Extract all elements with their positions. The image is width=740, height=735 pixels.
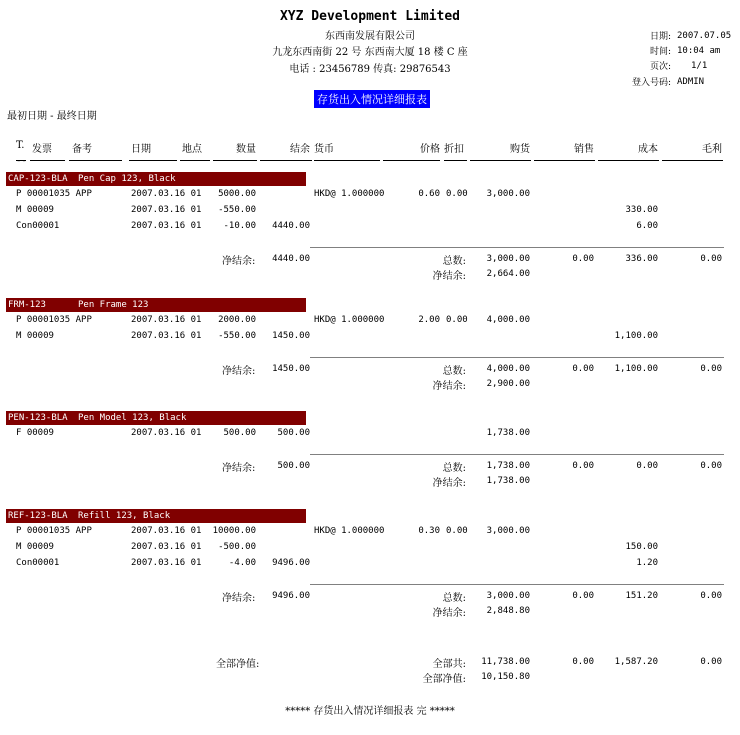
column-header: 地点 <box>182 144 202 155</box>
login-label: 登入号码: <box>632 78 672 88</box>
column-header-underline <box>383 160 440 161</box>
row-purchase: 3,000.00 <box>486 526 530 536</box>
column-header: 成本 <box>638 144 658 155</box>
row-doc-ref: M 00009 <box>16 542 54 552</box>
company-name-cn: 东西南发展有限公司 <box>325 31 415 42</box>
column-header: 货币 <box>314 144 334 155</box>
date-label: 日期: <box>650 32 672 42</box>
date-range: 最初日期 - 最终日期 <box>7 111 97 122</box>
section-divider <box>310 357 724 358</box>
total-label: 总数: <box>442 593 466 604</box>
total-profit: 0.00 <box>700 461 722 471</box>
item-header-band <box>6 172 306 186</box>
row-date-loc: 2007.03.16 01 <box>131 315 202 325</box>
column-header-underline <box>69 160 122 161</box>
net-value-label: 净结余: <box>432 381 466 392</box>
row-date-loc: 2007.03.16 01 <box>131 526 202 536</box>
row-quantity: 10000.00 <box>212 526 256 536</box>
column-header: 结余 <box>290 144 310 155</box>
row-price: 2.00 <box>418 315 440 325</box>
row-date-loc: 2007.03.16 01 <box>131 558 202 568</box>
row-date-loc: 2007.03.16 01 <box>131 221 202 231</box>
column-header-underline <box>213 160 257 161</box>
row-cost: 6.00 <box>636 221 658 231</box>
row-date-loc: 2007.03.16 01 <box>131 205 202 215</box>
row-doc-ref: F 00009 <box>16 428 54 438</box>
row-quantity: 500.00 <box>223 428 256 438</box>
net-balance-value: 9496.00 <box>272 591 310 601</box>
column-header: 备考 <box>72 144 92 155</box>
total-profit: 0.00 <box>700 254 722 264</box>
column-header: 销售 <box>574 144 594 155</box>
row-purchase: 4,000.00 <box>486 315 530 325</box>
net-value: 2,664.00 <box>486 269 530 279</box>
row-discount: 0.00 <box>446 526 468 536</box>
column-header: 购货 <box>510 144 530 155</box>
report-title: 存货出入情况详细报表 <box>314 90 430 108</box>
total-cost: 336.00 <box>625 254 658 264</box>
column-header-underline <box>129 160 177 161</box>
date-value: 2007.07.05 <box>677 31 732 41</box>
row-purchase: 3,000.00 <box>486 189 530 199</box>
section-divider <box>310 247 724 248</box>
row-cost: 1.20 <box>636 558 658 568</box>
company-name-en: XYZ Development Limited <box>279 9 460 24</box>
net-balance-value: 500.00 <box>277 461 310 471</box>
column-header-underline <box>444 160 467 161</box>
row-doc-ref: M 00009 <box>16 205 54 215</box>
net-balance-label: 净结余: <box>222 366 256 377</box>
net-value-label: 净结余: <box>432 608 466 619</box>
section-divider <box>310 454 724 455</box>
grand-net-label: 全部净值: <box>216 659 260 670</box>
row-discount: 0.00 <box>446 315 468 325</box>
grand-total-purchase: 11,738.00 <box>481 657 530 667</box>
total-cost: 1,100.00 <box>614 364 658 374</box>
row-balance: 4440.00 <box>272 221 310 231</box>
grand-net2-label: 全部净值: <box>422 674 466 685</box>
row-cost: 1,100.00 <box>614 331 658 341</box>
row-quantity: 2000.00 <box>218 315 256 325</box>
item-code: FRM-123 <box>8 300 46 310</box>
column-header: 日期 <box>131 144 151 155</box>
login-value: ADMIN <box>677 77 705 87</box>
row-date-loc: 2007.03.16 01 <box>131 189 202 199</box>
row-quantity: -550.00 <box>218 331 256 341</box>
column-header-underline <box>180 160 210 161</box>
column-header-underline <box>598 160 659 161</box>
row-balance: 500.00 <box>277 428 310 438</box>
row-doc-ref: P 00001035 APP <box>16 315 92 325</box>
row-quantity: 5000.00 <box>218 189 256 199</box>
row-date-loc: 2007.03.16 01 <box>131 542 202 552</box>
column-header: 价格 <box>420 144 440 155</box>
net-balance-value: 1450.00 <box>272 364 310 374</box>
column-header-underline <box>534 160 595 161</box>
row-discount: 0.00 <box>446 189 468 199</box>
item-code: PEN-123-BLA <box>8 413 68 423</box>
row-date-loc: 2007.03.16 01 <box>131 331 202 341</box>
net-value: 2,900.00 <box>486 379 530 389</box>
total-sales: 0.00 <box>572 591 594 601</box>
net-value: 1,738.00 <box>486 476 530 486</box>
row-price: 0.60 <box>418 189 440 199</box>
column-header: 折扣 <box>444 144 464 155</box>
time-label: 时间: <box>650 47 672 57</box>
item-code: REF-123-BLA <box>8 511 68 521</box>
column-header-underline <box>662 160 723 161</box>
net-balance-value: 4440.00 <box>272 254 310 264</box>
row-doc-ref: Con00001 <box>16 558 60 568</box>
item-header-band <box>6 411 306 425</box>
item-code: CAP-123-BLA <box>8 174 68 184</box>
row-date-loc: 2007.03.16 01 <box>131 428 202 438</box>
net-balance-label: 净结余: <box>222 593 256 604</box>
total-label: 总数: <box>442 366 466 377</box>
grand-total-cost: 1,587.20 <box>614 657 658 667</box>
row-purchase: 1,738.00 <box>486 428 530 438</box>
item-description: Pen Cap 123, Black <box>78 174 176 184</box>
page-value: 1/1 <box>691 61 708 71</box>
net-balance-label: 净结余: <box>222 463 256 474</box>
item-description: Refill 123, Black <box>78 511 171 521</box>
grand-total-sales: 0.00 <box>572 657 594 667</box>
section-divider <box>310 584 724 585</box>
item-header-band <box>6 509 306 523</box>
grand-net-value: 10,150.80 <box>481 672 530 682</box>
row-currency: HKD@ 1.000000 <box>314 526 385 536</box>
total-profit: 0.00 <box>700 364 722 374</box>
row-doc-ref: P 00001035 APP <box>16 526 92 536</box>
column-header-underline <box>30 160 65 161</box>
column-header: 发票 <box>32 144 52 155</box>
row-quantity: -550.00 <box>218 205 256 215</box>
net-value-label: 净结余: <box>432 478 466 489</box>
row-cost: 330.00 <box>625 205 658 215</box>
grand-total-label: 全部共: <box>432 659 466 670</box>
grand-total-profit: 0.00 <box>700 657 722 667</box>
column-header-underline <box>260 160 312 161</box>
total-purchase: 3,000.00 <box>486 591 530 601</box>
column-header-underline <box>470 160 531 161</box>
total-label: 总数: <box>442 463 466 474</box>
row-currency: HKD@ 1.000000 <box>314 315 385 325</box>
total-cost: 151.20 <box>625 591 658 601</box>
total-sales: 0.00 <box>572 461 594 471</box>
total-profit: 0.00 <box>700 591 722 601</box>
company-address: 九龙东西南街 22 号 东西南大厦 18 楼 C 座 <box>272 47 468 58</box>
row-quantity: -4.00 <box>228 558 256 568</box>
row-balance: 1450.00 <box>272 331 310 341</box>
column-header: 数量 <box>236 144 256 155</box>
column-header: T. <box>16 140 25 151</box>
net-balance-label: 净结余: <box>222 256 256 267</box>
column-header: 毛利 <box>702 144 722 155</box>
row-doc-ref: P 00001035 APP <box>16 189 92 199</box>
total-purchase: 4,000.00 <box>486 364 530 374</box>
total-sales: 0.00 <box>572 364 594 374</box>
total-purchase: 1,738.00 <box>486 461 530 471</box>
row-balance: 9496.00 <box>272 558 310 568</box>
total-sales: 0.00 <box>572 254 594 264</box>
report-footer: ***** 存货出入情况详细报表 完 ***** <box>285 706 455 717</box>
row-price: 0.30 <box>418 526 440 536</box>
total-cost: 0.00 <box>636 461 658 471</box>
company-phone: 电话 : 23456789 传真: 29876543 <box>289 64 451 75</box>
column-header-sub: -- <box>16 156 27 166</box>
page-label: 页次: <box>650 62 672 72</box>
row-cost: 150.00 <box>625 542 658 552</box>
row-quantity: -500.00 <box>218 542 256 552</box>
net-value: 2,848.80 <box>486 606 530 616</box>
item-header-band <box>6 298 306 312</box>
row-currency: HKD@ 1.000000 <box>314 189 385 199</box>
row-quantity: -10.00 <box>223 221 256 231</box>
total-purchase: 3,000.00 <box>486 254 530 264</box>
total-label: 总数: <box>442 256 466 267</box>
row-doc-ref: Con00001 <box>16 221 60 231</box>
item-description: Pen Model 123, Black <box>78 413 187 423</box>
item-description: Pen Frame 123 <box>78 300 149 310</box>
column-header-underline <box>314 160 380 161</box>
net-value-label: 净结余: <box>432 271 466 282</box>
time-value: 10:04 am <box>677 46 721 56</box>
row-doc-ref: M 00009 <box>16 331 54 341</box>
